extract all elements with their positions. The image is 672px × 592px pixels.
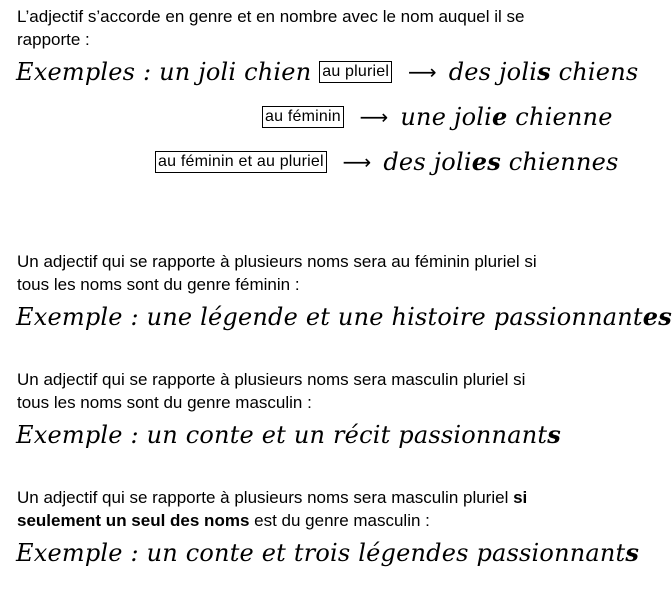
rule-box-feminin: au féminin [262, 106, 344, 128]
rule1-line-1: Un adjectif qui se rapporte à plusieurs noms sera au féminin pluriel si [17, 252, 537, 271]
rule2-example [16, 420, 561, 450]
rule3-line-1 [17, 487, 587, 509]
right-arrow-icon: ⟶ [342, 149, 372, 174]
agreement-mark: es [642, 302, 672, 331]
example-result-tail: chiennes [500, 148, 619, 176]
rule-box-feminin-pluriel: au féminin et au pluriel [155, 151, 327, 173]
rule2-line-1: Un adjectif qui se rapporte à plusieurs noms sera masculin pluriel si [17, 370, 526, 389]
rule3-example [16, 538, 639, 568]
example-lead: Exemples : un joli chien [16, 58, 312, 86]
agreement-mark: s [547, 420, 561, 449]
agreement-mark: e [491, 102, 508, 131]
example-result-tail: chiens [550, 58, 639, 86]
example-row-pluriel [16, 57, 638, 89]
example-row-feminin-pluriel [155, 147, 619, 179]
rule-box-pluriel: au pluriel [319, 61, 392, 83]
rule3-example-stem: Exemple : un conte et trois légendes passionnant [16, 539, 626, 567]
right-arrow-icon: ⟶ [408, 59, 437, 84]
rule3-line-2-text: est du genre masculin : [249, 511, 430, 530]
intro-line-1: L’adjectif s’accorde en genre et en nombre avec le nom auquel il se [17, 7, 525, 26]
example-row-feminin [262, 102, 613, 134]
example-result-stem: des joli [383, 148, 472, 176]
rule3-emphasis-si: si [513, 488, 528, 507]
example-result-stem: des joli [448, 58, 538, 86]
agreement-mark: s [537, 57, 551, 86]
rule3-line-2 [17, 510, 587, 532]
right-arrow-icon: ⟶ [359, 104, 389, 129]
rule1-example [16, 302, 672, 332]
example-result-tail: chienne [507, 103, 613, 131]
agreement-mark: s [625, 538, 640, 567]
rule3-emphasis-condition: seulement un seul des noms [17, 511, 250, 530]
rule3-line-1-text: Un adjectif qui se rapporte à plusieurs noms sera masculin pluriel [17, 488, 514, 507]
rule2-example-stem: Exemple : un conte et un récit passionnant [16, 421, 548, 449]
intro-line-2: rapporte : [17, 30, 90, 49]
rule2-line-2: tous les noms sont du genre masculin : [17, 393, 312, 412]
rule1-example-stem: Exemple : une légende et une histoire passionnant [16, 303, 643, 331]
rule1-line-2: tous les noms sont du genre féminin : [17, 275, 300, 294]
agreement-mark: es [471, 147, 501, 176]
example-result-stem: une joli [400, 103, 492, 131]
